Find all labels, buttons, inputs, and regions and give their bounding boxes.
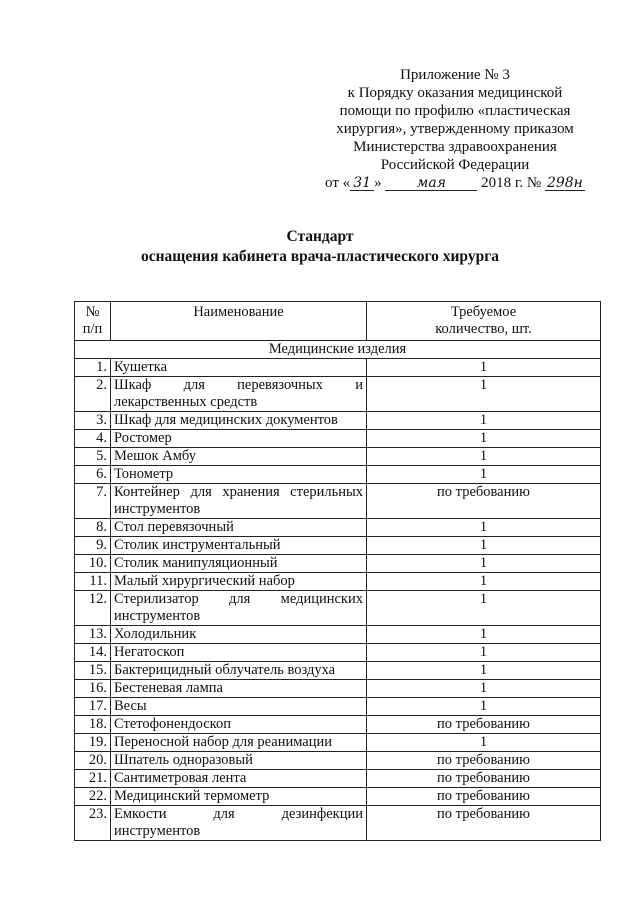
- table-row: [75, 806, 601, 841]
- section-row: [75, 341, 601, 359]
- row-name: Столик инструментальный: [111, 537, 367, 555]
- table-row: [75, 788, 601, 806]
- table-row: [75, 466, 601, 484]
- row-number: 9.: [75, 537, 111, 555]
- row-quantity: 1: [367, 698, 601, 716]
- handwritten-day: 31: [350, 176, 374, 191]
- table-row: [75, 573, 601, 591]
- table-row: [75, 770, 601, 788]
- row-quantity: 1: [367, 626, 601, 644]
- row-quantity: по требованию: [367, 752, 601, 770]
- row-name: Медицинский термометр: [111, 788, 367, 806]
- section-title: Медицинские изделия: [75, 341, 601, 359]
- table-row: [75, 680, 601, 698]
- row-name: Контейнер для хранения стерильных инструментов: [111, 484, 367, 519]
- appendix-line: к Порядку оказания медицинской: [347, 85, 563, 101]
- row-quantity: 1: [367, 644, 601, 662]
- row-name: Стетофонендоскоп: [111, 716, 367, 734]
- table-row: [75, 484, 601, 519]
- header-number: [75, 302, 111, 341]
- row-number: 7.: [75, 484, 111, 519]
- row-quantity: 1: [367, 662, 601, 680]
- row-name: Столик манипуляционный: [111, 555, 367, 573]
- header-quantity-line: количество, шт.: [435, 321, 532, 337]
- appendix-number: Приложение № 3: [400, 67, 510, 83]
- header-number-line: №: [85, 304, 100, 320]
- row-quantity: 1: [367, 359, 601, 377]
- row-name: Ростомер: [111, 430, 367, 448]
- row-number: 14.: [75, 644, 111, 662]
- row-name: Холодильник: [111, 626, 367, 644]
- document-title: [0, 227, 640, 267]
- table-row: [75, 537, 601, 555]
- row-quantity: 1: [367, 680, 601, 698]
- row-name: Мешок Амбу: [111, 448, 367, 466]
- handwritten-order-number: 298н: [545, 176, 585, 191]
- row-number: 8.: [75, 519, 111, 537]
- header-quantity-line: Требуемое: [450, 304, 517, 320]
- header-number-line: п/п: [82, 321, 103, 337]
- date-mid: »: [374, 175, 382, 191]
- row-number: 18.: [75, 716, 111, 734]
- row-name: Бестеневая лампа: [111, 680, 367, 698]
- table-row: [75, 519, 601, 537]
- equipment-table: [74, 301, 601, 841]
- appendix-header: [300, 66, 610, 192]
- table-row: [75, 626, 601, 644]
- table-row: [75, 698, 601, 716]
- order-date-line: [300, 174, 610, 192]
- row-name: Переносной набор для реанимации: [111, 734, 367, 752]
- row-name: Малый хирургический набор: [111, 573, 367, 591]
- header-quantity: [367, 302, 601, 341]
- row-number: 1.: [75, 359, 111, 377]
- appendix-line: хирургия», утвержденному приказом: [336, 121, 574, 137]
- table-row: [75, 359, 601, 377]
- row-quantity: по требованию: [367, 770, 601, 788]
- row-number: 4.: [75, 430, 111, 448]
- table-header-row: [75, 302, 601, 341]
- row-number: 12.: [75, 591, 111, 626]
- row-quantity: по требованию: [367, 484, 601, 519]
- row-name: Тонометр: [111, 466, 367, 484]
- row-quantity: 1: [367, 466, 601, 484]
- row-quantity: 1: [367, 537, 601, 555]
- title-subtitle: оснащения кабинета врача-пластического хирурга: [140, 248, 500, 265]
- row-quantity: 1: [367, 412, 601, 430]
- row-number: 13.: [75, 626, 111, 644]
- row-name: Весы: [111, 698, 367, 716]
- row-number: 11.: [75, 573, 111, 591]
- date-prefix: от «: [325, 175, 351, 191]
- order-year: 2018 г. №: [481, 175, 542, 191]
- row-number: 3.: [75, 412, 111, 430]
- table-row: [75, 662, 601, 680]
- row-quantity: 1: [367, 430, 601, 448]
- title-line: Стандарт: [286, 228, 354, 245]
- row-number: 22.: [75, 788, 111, 806]
- table-row: [75, 734, 601, 752]
- table-row: [75, 591, 601, 626]
- row-quantity: 1: [367, 377, 601, 412]
- row-number: 21.: [75, 770, 111, 788]
- table-row: [75, 716, 601, 734]
- row-name: Бактерицидный облучатель воздуха: [111, 662, 367, 680]
- row-name: Емкости для дезинфекции инструментов: [111, 806, 367, 841]
- row-quantity: 1: [367, 448, 601, 466]
- row-quantity: по требованию: [367, 806, 601, 841]
- row-number: 10.: [75, 555, 111, 573]
- table-row: [75, 430, 601, 448]
- header-name: Наименование: [111, 302, 367, 341]
- row-number: 6.: [75, 466, 111, 484]
- table-row: [75, 555, 601, 573]
- table-row: [75, 644, 601, 662]
- row-number: 5.: [75, 448, 111, 466]
- row-name: Стерилизатор для медицинских инструментов: [111, 591, 367, 626]
- handwritten-month: мая: [385, 176, 477, 191]
- row-quantity: 1: [367, 734, 601, 752]
- row-number: 19.: [75, 734, 111, 752]
- row-number: 23.: [75, 806, 111, 841]
- row-name: Негатоскоп: [111, 644, 367, 662]
- appendix-line: Российской Федерации: [380, 157, 530, 173]
- appendix-line: Министерства здравоохранения: [353, 139, 557, 155]
- row-quantity: по требованию: [367, 788, 601, 806]
- row-quantity: 1: [367, 555, 601, 573]
- appendix-line: помощи по профилю «пластическая: [339, 103, 571, 119]
- table-row: [75, 377, 601, 412]
- row-name: Сантиметровая лента: [111, 770, 367, 788]
- table-row: [75, 752, 601, 770]
- row-name: Шкаф для перевязочных и лекарственных средств: [111, 377, 367, 412]
- row-quantity: 1: [367, 519, 601, 537]
- row-name: Кушетка: [111, 359, 367, 377]
- table-row: [75, 412, 601, 430]
- table-rows: [75, 359, 601, 841]
- row-number: 2.: [75, 377, 111, 412]
- row-number: 15.: [75, 662, 111, 680]
- row-name: Шпатель одноразовый: [111, 752, 367, 770]
- row-number: 17.: [75, 698, 111, 716]
- row-number: 20.: [75, 752, 111, 770]
- row-quantity: 1: [367, 573, 601, 591]
- row-quantity: по требованию: [367, 716, 601, 734]
- table-row: [75, 448, 601, 466]
- row-name: Шкаф для медицинских документов: [111, 412, 367, 430]
- row-quantity: 1: [367, 591, 601, 626]
- row-name: Стол перевязочный: [111, 519, 367, 537]
- row-number: 16.: [75, 680, 111, 698]
